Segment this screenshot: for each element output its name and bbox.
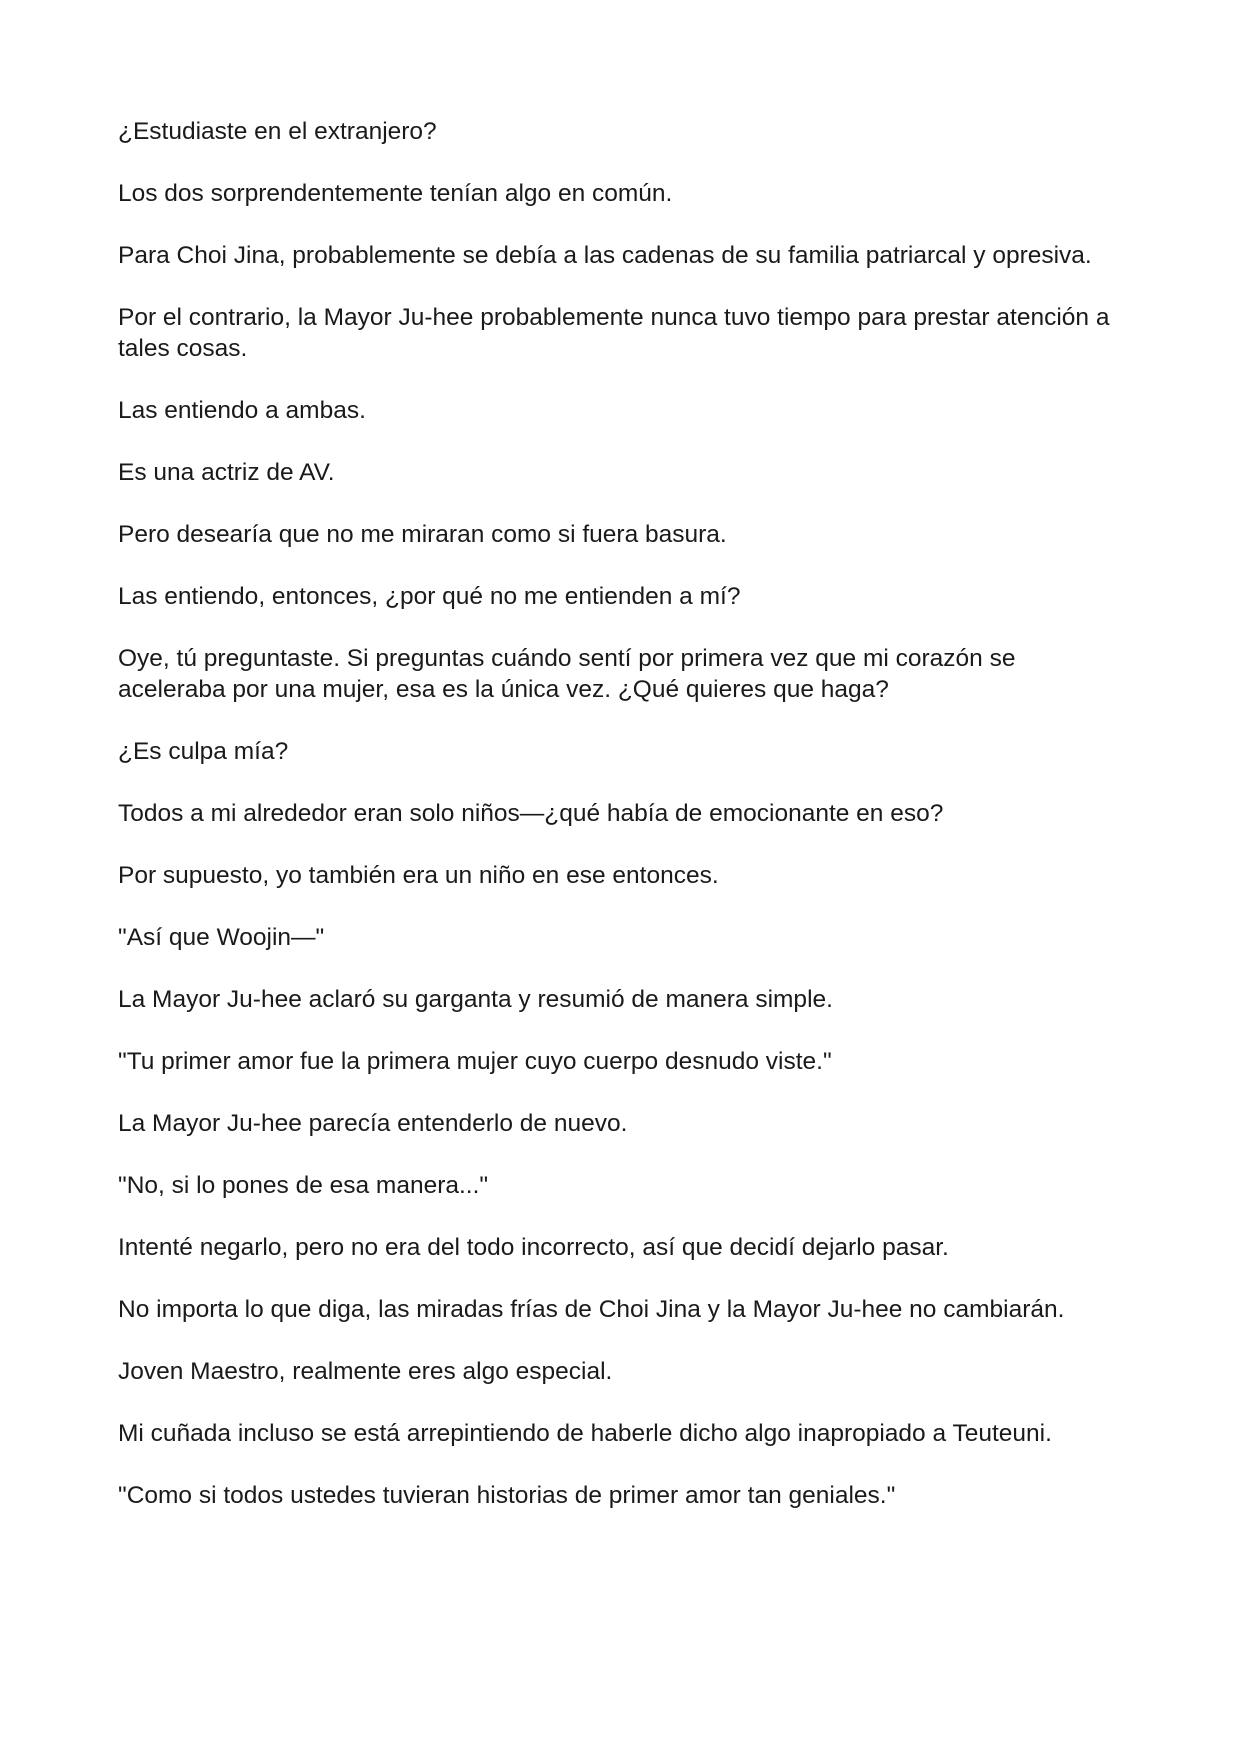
paragraph: "Así que Woojin—"	[118, 924, 325, 951]
paragraph: Oye, tú preguntaste. Si preguntas cuándo sentí por primera vez que mi corazón se aceleraba por una mujer, esa es la única vez. ¿Qué quieres que haga?	[118, 645, 1016, 703]
paragraph: Intenté negarlo, pero no era del todo incorrecto, así que decidí dejarlo pasar.	[118, 1234, 949, 1261]
paragraph: ¿Es culpa mía?	[118, 738, 289, 765]
paragraph: Las entiendo, entonces, ¿por qué no me entienden a mí?	[118, 583, 741, 610]
paragraph: Pero desearía que no me miraran como si fuera basura.	[118, 521, 727, 548]
paragraph: Los dos sorprendentemente tenían algo en común.	[118, 180, 673, 207]
paragraph: Por el contrario, la Mayor Ju-hee probablemente nunca tuvo tiempo para prestar atención a tales cosas.	[118, 304, 1110, 362]
paragraph: No importa lo que diga, las miradas frías de Choi Jina y la Mayor Ju-hee no cambiarán.	[118, 1296, 1065, 1323]
paragraph: Joven Maestro, realmente eres algo especial.	[118, 1358, 613, 1385]
paragraph: La Mayor Ju-hee aclaró su garganta y resumió de manera simple.	[118, 986, 833, 1013]
paragraph: Mi cuñada incluso se está arrepintiendo de haberle dicho algo inapropiado a Teuteuni.	[118, 1420, 1052, 1447]
paragraph: "Como si todos ustedes tuvieran historias de primer amor tan geniales."	[118, 1482, 896, 1509]
paragraph: "No, si lo pones de esa manera..."	[118, 1172, 489, 1199]
paragraph: Todos a mi alrededor eran solo niños—¿qué había de emocionante en eso?	[118, 800, 944, 827]
paragraph: Para Choi Jina, probablemente se debía a las cadenas de su familia patriarcal y opresiva.	[118, 242, 1092, 269]
paragraph: La Mayor Ju-hee parecía entenderlo de nuevo.	[118, 1110, 628, 1137]
paragraph: Las entiendo a ambas.	[118, 397, 366, 424]
paragraph: Por supuesto, yo también era un niño en ese entonces.	[118, 862, 719, 889]
paragraph: ¿Estudiaste en el extranjero?	[118, 118, 437, 145]
paragraph: Es una actriz de AV.	[118, 459, 335, 486]
document-page	[118, 116, 1128, 1542]
paragraph: "Tu primer amor fue la primera mujer cuyo cuerpo desnudo viste."	[118, 1048, 832, 1075]
